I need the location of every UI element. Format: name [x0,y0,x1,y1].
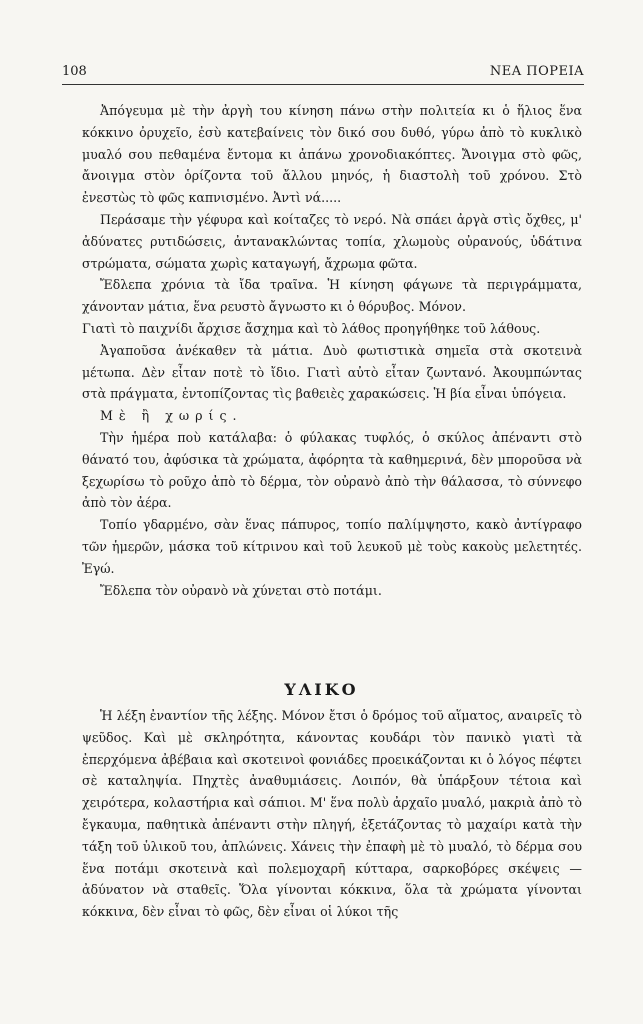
section-title: ΥΛΙΚΟ [284,680,359,699]
paragraph: Τὴν ἡμέρα ποὺ κατάλαβα: ὁ φύλακας τυφλός, ὁ σκύλος ἀπέναντι στὸ θάνατό του, ἀφύσικα τὰ χρώματα, ἀφόρητα τὰ καθημερινά, δὲν μποροῦσα νὰ ξεχωρίσω τὸ ροῦχο ἀπὸ τὸ δέρμα, τὸν οὐρανὸ ἀπὸ τὴν θάλασσα, τὸ σύννεφο ἀπὸ τὸν ἀέρα. [82,429,582,511]
paragraph: Ἔδλεπα τὸν οὐρανὸ νὰ χύνεται στὸ ποτάμι. [100,582,382,598]
running-title: ΝΕΑ ΠΟΡΕΙΑ [489,64,584,79]
paragraph: Ἡ λέξη ἐναντίον τῆς λέξης. Μόνον ἔτσι ὁ δρόμος τοῦ αἵματος, αναιρεῖς τὸ ψεῦδος. Καὶ μὲ σκληρότητα, κάνοντας κουδάρι τὸν πανικὸ γιατὶ τὰ ἐπερχόμενα ἀβέβαια καὶ σκοτεινοὶ φονιάδες προεικάζονται κι ὁ λόγος πέφτει σὲ καταληψία. Πηχτὲς ἀναθυμιάσεις. Λοιπόν, θὰ ὑπάρξουν τέτοια καὶ χειρότερα, κολαστήρια καὶ σάπιοι. Μ' ἕνα πολὺ ἀρχαῖο μυαλό, μακριὰ ἀπὸ τὸ ἔγκαυμα, παθητικὰ ἀπέναντι στὴν πληγή, ἐξετάζοντας τὸ μαχαίρι κατὰ τὴν τάξη τοῦ ὑλικοῦ του, ἀπλώνεις. Χάνεις τὴν ἐπαφὴ μὲ τὸ μυαλό, τὸ δέρμα σου ἕνα ποτάμι σκοτεινὰ καὶ πολεμοχαρῆ κύτταρα, σαρκοβόρες σκέψεις — ἀδύνατον νὰ σταθεῖς. Ὅλα γίνονται κόκκινα, ὅλα τὰ χρώματα γίνονται κόκκινα, δὲν εἶναι τὸ φῶς, δὲν εἶναι οἱ λύκοι τῆς [82,708,582,920]
page-number: 108 [62,64,87,79]
paragraph: Ἔδλεπα χρόνια τὰ ἴδα τραῖνα. Ἡ κίνηση φάγωνε τὰ περιγράμματα, χάνονταν μάτια, ἕνα ρευστὸ ἄγνωστο κι ὁ θόρυβος. Μόνον. [82,277,582,315]
paragraph: Ἀπόγευμα μὲ τὴν ἀργὴ του κίνηση πάνω στὴν πολιτεία κι ὁ ἥλιος ἕνα κόκκινο ὀρυχεῖο, ἐσὺ κατεβαίνεις τὸν δικό σου δυθό, γύρω ἀπὸ τὸ κυκλικὸ μυαλό σου πεθαμένα ἔντομα κι ἀπάνω χρονοδιακόπτες. Ἄνοιγμα στὸ φῶς, ἄνοιγμα στὸν ὁρίζοντα τοῦ ἄλλου μηνός, ἡ διαστολὴ τοῦ χρόνου. Στὸ ἐνεστὼς τὸ φῶς καπνισμένο. Ἀντὶ νά..... [82,103,582,206]
section-2-body [82,705,582,923]
section-1-body [82,100,582,601]
paragraph-spaced: Μὲ ἢ χωρίς. [100,408,243,424]
running-header [62,62,584,85]
paragraph: Τοπίο γδαρμένο, σὰν ἕνας πάπυρος, τοπίο παλίμψηστο, κακὸ ἀντίγραφο τῶν ἡμερῶν, μάσκα τοῦ κίτρινου καὶ τοῦ λευκοῦ μὲ τοὺς κακοὺς μελετητές. Ἐγώ. [82,517,582,576]
paragraph: Περάσαμε τὴν γέφυρα καὶ κοίταζες τὸ νερό. Νὰ σπάει ἀργὰ στὶς ὄχθες, μ' ἀδύνατες ρυτιδώσεις, ἀντανακλώντας τοπία, χλωμοὺς οὐρανούς, ὑδάτινα στρώματα, σώματα χωρὶς καταγωγή, ἄχρωμα φῶτα. [82,211,582,271]
paragraph: Γιατὶ τὸ παιχνίδι ἄρχισε ἄσχημα καὶ τὸ λάθος προηγήθηκε τοῦ λάθους. [82,320,541,336]
paragraph: Ἀγαποῦσα ἀνέκαθεν τὰ μάτια. Δυὸ φωτιστικὰ σημεῖα στὰ σκοτεινὰ μέτωπα. Δὲν εἶταν ποτὲ τὸ ἴδιο. Γιατὶ αὐτὸ εἶταν ζωντανό. Ἀκουμπώντας στὰ πράγματα, ἐντοπίζοντας τὶς βαθειὲς χαρακώσεις. Ἡ βία εἶναι ὑπόγεια. [82,342,582,402]
